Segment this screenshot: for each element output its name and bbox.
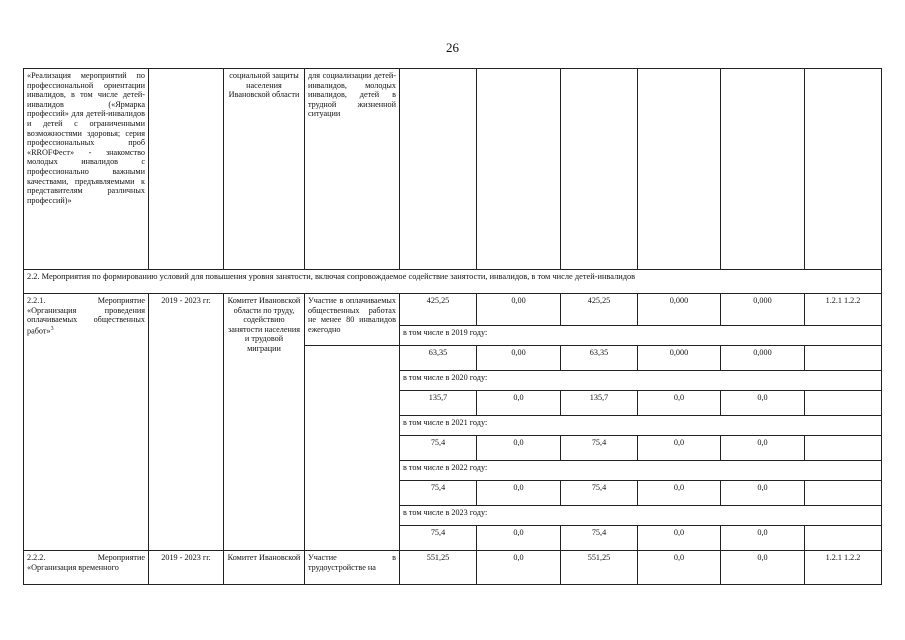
indicator-cell: 1.2.1 1.2.2 (805, 551, 882, 585)
year-value: 135,7 (400, 391, 477, 416)
table-row (24, 69, 882, 270)
total-value: 0,0 (477, 551, 561, 585)
result-cell: Участие в оплачиваемых общественных работах не менее 80 инвалидов ежегодно (305, 294, 400, 346)
indicator-cell (805, 526, 882, 551)
indicator-cell (805, 436, 882, 461)
total-value: 551,25 (400, 551, 477, 585)
year-value: 0,0 (721, 481, 805, 506)
year-value: 75,4 (400, 436, 477, 461)
indicator-cell (805, 391, 882, 416)
year-value: 0,0 (477, 481, 561, 506)
year-value: 0,000 (638, 346, 721, 371)
measure-name-cell: «Реализация мероприятий по профессиональной ориентации инвалидов, в том числе детей-инвалидов («Ярмарка профессий» для детей-инвалидов и детей с ограниченными возможностями здоровья; серия профессиональных проб «RROFФест» - знакомство молодых инвалидов с профессионально важными качествами, предъявляемыми к представителям различных профессий)» (24, 69, 149, 270)
program-table (23, 68, 882, 585)
year-value: 0,0 (721, 436, 805, 461)
year-value: 0,0 (477, 391, 561, 416)
total-value: 0,000 (638, 294, 721, 326)
indicator-cell: 1.2.1 1.2.2 (805, 294, 882, 326)
year-value: 75,4 (561, 436, 638, 461)
result-cell-continued (305, 346, 400, 551)
period-cell: 2019 - 2023 гг. (149, 294, 224, 551)
year-value: 0,0 (638, 436, 721, 461)
value-cell (400, 69, 477, 270)
year-value: 0,0 (638, 526, 721, 551)
result-cell: Участие в трудоустройстве на (305, 551, 400, 585)
total-value: 0,0 (721, 551, 805, 585)
year-value: 0,00 (477, 346, 561, 371)
year-value: 0,0 (638, 391, 721, 416)
period-cell: 2019 - 2023 гг. (149, 551, 224, 585)
executor-cell: социальной защиты населения Ивановской области (224, 69, 305, 270)
year-value: 75,4 (400, 481, 477, 506)
year-value: 0,0 (638, 481, 721, 506)
measure-name: 2.2.1. Мероприятие «Организация проведения оплачиваемых общественных работ» (27, 296, 145, 336)
year-label: в том числе в 2019 году: (400, 326, 882, 346)
total-value: 0,00 (477, 294, 561, 326)
footnote-mark: 3 (50, 325, 54, 332)
indicator-cell (805, 69, 882, 270)
period-cell (149, 69, 224, 270)
year-label: в том числе в 2022 году: (400, 461, 882, 481)
year-label: в том числе в 2020 году: (400, 371, 882, 391)
year-value: 75,4 (561, 481, 638, 506)
section-row (24, 270, 882, 294)
total-value: 551,25 (561, 551, 638, 585)
year-value: 135,7 (561, 391, 638, 416)
indicator-cell (805, 481, 882, 506)
measure-name-cell: 2.2.2. Мероприятие «Организация временного (24, 551, 149, 585)
year-value: 63,35 (400, 346, 477, 371)
year-value: 0,000 (721, 346, 805, 371)
year-value: 63,35 (561, 346, 638, 371)
total-value: 425,25 (400, 294, 477, 326)
year-value: 0,0 (477, 436, 561, 461)
total-value: 0,000 (721, 294, 805, 326)
year-value: 0,0 (477, 526, 561, 551)
value-cell (638, 69, 721, 270)
section-heading: 2.2. Мероприятия по формированию условий для повышения уровня занятости, включая сопровождаемое содействие занятости, инвалидов, в том числе детей-инвалидов (24, 270, 882, 294)
year-value: 75,4 (400, 526, 477, 551)
executor-cell: Комитет Ивановской (224, 551, 305, 585)
year-value: 75,4 (561, 526, 638, 551)
indicator-cell (805, 346, 882, 371)
executor-cell: Комитет Ивановской области по труду, содействию занятости населения и трудовой миграции (224, 294, 305, 551)
year-label: в том числе в 2023 году: (400, 506, 882, 526)
result-cell: для социализации детей-инвалидов, молодых инвалидов, детей в трудной жизненной ситуации (305, 69, 400, 270)
value-cell (721, 69, 805, 270)
total-value: 425,25 (561, 294, 638, 326)
table-row (24, 551, 882, 585)
table-row (24, 294, 882, 326)
value-cell (477, 69, 561, 270)
measure-name-cell (24, 294, 149, 551)
value-cell (561, 69, 638, 270)
year-value: 0,0 (721, 391, 805, 416)
total-value: 0,0 (638, 551, 721, 585)
year-value: 0,0 (721, 526, 805, 551)
year-label: в том числе в 2021 году: (400, 416, 882, 436)
page-number: 26 (446, 40, 459, 55)
